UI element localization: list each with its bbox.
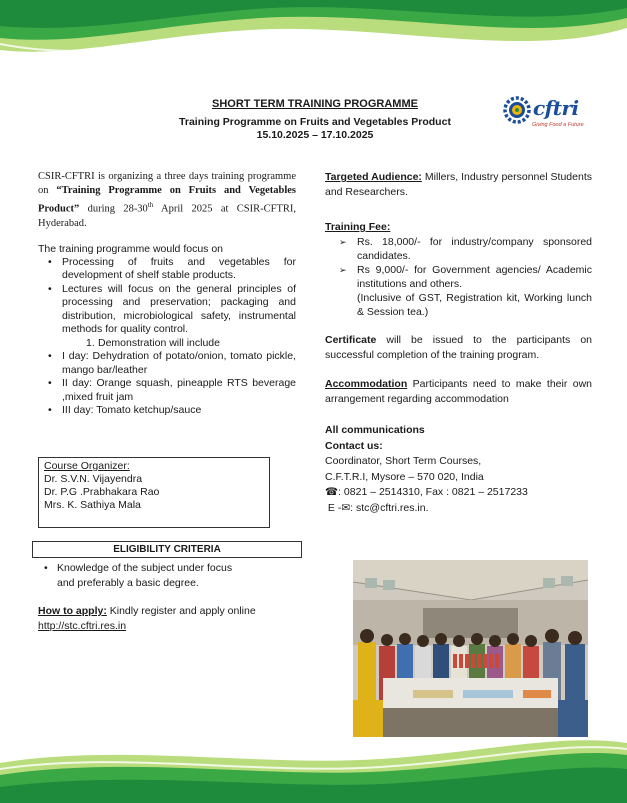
targeted-audience: [325, 170, 592, 200]
fee-heading: Training Fee:: [325, 221, 391, 233]
eligibility-text: [44, 561, 302, 591]
organizer-title: Course Organizer:: [44, 460, 130, 472]
accommodation-text: Participants need to make their own arrangement regarding accommodation: [325, 378, 592, 405]
logo-tagline: Giving Food a Future: [532, 122, 584, 128]
contact-heading: Contact us:: [325, 439, 383, 452]
organizer-name: Mrs. K. Sathiya Mala: [44, 499, 141, 511]
all-communications: All communications: [325, 424, 425, 436]
fee-item-text: Rs 9,000/- for Government agencies/ Academic institutions and others.: [357, 264, 592, 290]
audience-heading: Targeted Audience:: [325, 171, 422, 183]
cftri-logo: [503, 92, 593, 132]
course-organizer-box: [38, 457, 270, 528]
audience-text: Millers, Industry personnel Students and Researchers.: [325, 171, 592, 198]
eligibility-title: ELIGIBILITY CRITERIA: [32, 541, 302, 558]
fee-item: [337, 235, 592, 263]
fee-item-text: Rs. 18,000/- for industry/company sponsored candidates.: [357, 236, 592, 262]
fee-inclusive-note: (Inclusive of GST, Registration kit, Working lunch & Session tea.): [357, 292, 592, 318]
email-text[interactable]: : stc@cftri.res.in.: [350, 501, 429, 514]
intro-text-3: April 2025 at CSIR-CFTRI, Hyderabad.: [38, 203, 296, 229]
programme-dates: 15.10.2025 – 17.10.2025: [256, 129, 374, 141]
logo-wordmark: cftri: [533, 96, 579, 120]
day-item: • I day: Dehydration of potato/onion, tomato pickle, mango bar/leather: [48, 350, 296, 377]
contact-address: C.F.T.R.I, Mysore – 570 020, India: [325, 470, 484, 483]
fee-list: [337, 235, 592, 291]
programme-header: [150, 98, 480, 142]
accommodation-info: [325, 377, 592, 407]
email-prefix: E -: [327, 501, 342, 514]
training-fee: [325, 220, 592, 319]
certificate-text: will be issued to the participants on successful completion of the training program.: [325, 334, 592, 361]
eligibility-line: Knowledge of the subject under focus: [57, 562, 233, 574]
apply-link[interactable]: http://stc.cftri.res.in: [38, 620, 127, 632]
right-column: [325, 170, 592, 516]
accommodation-heading: Accommodation: [325, 378, 408, 390]
apply-text: Kindly register and apply online: [106, 605, 256, 617]
gear-emblem-icon: [503, 96, 531, 124]
focus-item: • Lectures will focus on the general principles of processing and preservation; packaging and distribution, microbiological safety, instrumental methods for quality control.: [48, 283, 296, 337]
training-group-photo: [353, 560, 588, 737]
contact-phone: [325, 485, 592, 501]
programme-title: Training Programme on Fruits and Vegetables Product: [179, 116, 451, 128]
bullet-icon: •: [44, 562, 48, 574]
bottom-wave-banner: [0, 733, 627, 803]
apply-heading: How to apply:: [38, 605, 107, 617]
certificate-heading: Certificate: [325, 334, 377, 346]
focus-heading: The training programme would focus on: [38, 242, 224, 255]
programme-type: SHORT TERM TRAINING PROGRAMME: [212, 98, 418, 110]
contact-line: Coordinator, Short Term Courses,: [325, 455, 482, 467]
left-column: [38, 170, 296, 418]
phone-text: : 0821 – 2514310, Fax : 0821 – 2517233: [338, 486, 528, 498]
demonstration-label: 1. Demonstration will include: [48, 337, 296, 351]
arrow-bullet-icon: ➢: [339, 237, 347, 247]
eligibility-line: and preferably a basic degree.: [57, 577, 199, 589]
how-to-apply: [38, 604, 300, 634]
top-wave-banner: [0, 0, 627, 70]
fee-item: [337, 263, 592, 291]
contact-section: [325, 423, 592, 516]
intro-programme-title: “Training Programme on Fruits and Vegetables Product”: [38, 185, 297, 215]
phone-icon: ☎: [325, 486, 339, 498]
day-item: • III day: Tomato ketchup/sauce: [48, 404, 296, 418]
intro-superscript: th: [147, 201, 154, 209]
email-icon: ✉: [341, 501, 351, 514]
intro-paragraph: [38, 170, 296, 231]
focus-item: • Processing of fruits and vegetables for development of shelf stable products.: [48, 256, 296, 283]
intro-text-2: during 28-30: [79, 203, 148, 215]
focus-list: [48, 256, 296, 418]
organizer-name: Dr. S.V.N. Vijayendra: [44, 473, 143, 485]
contact-email: [325, 501, 592, 517]
certificate-info: [325, 333, 592, 363]
intro-text-1: CSIR-CFTRI is organizing a three days training programme on: [38, 171, 296, 196]
arrow-bullet-icon: ➢: [339, 265, 347, 275]
day-item: • II day: Orange squash, pineapple RTS beverage ,mixed fruit jam: [48, 377, 296, 404]
organizer-name: Dr. P.G .Prabhakara Rao: [44, 486, 160, 498]
